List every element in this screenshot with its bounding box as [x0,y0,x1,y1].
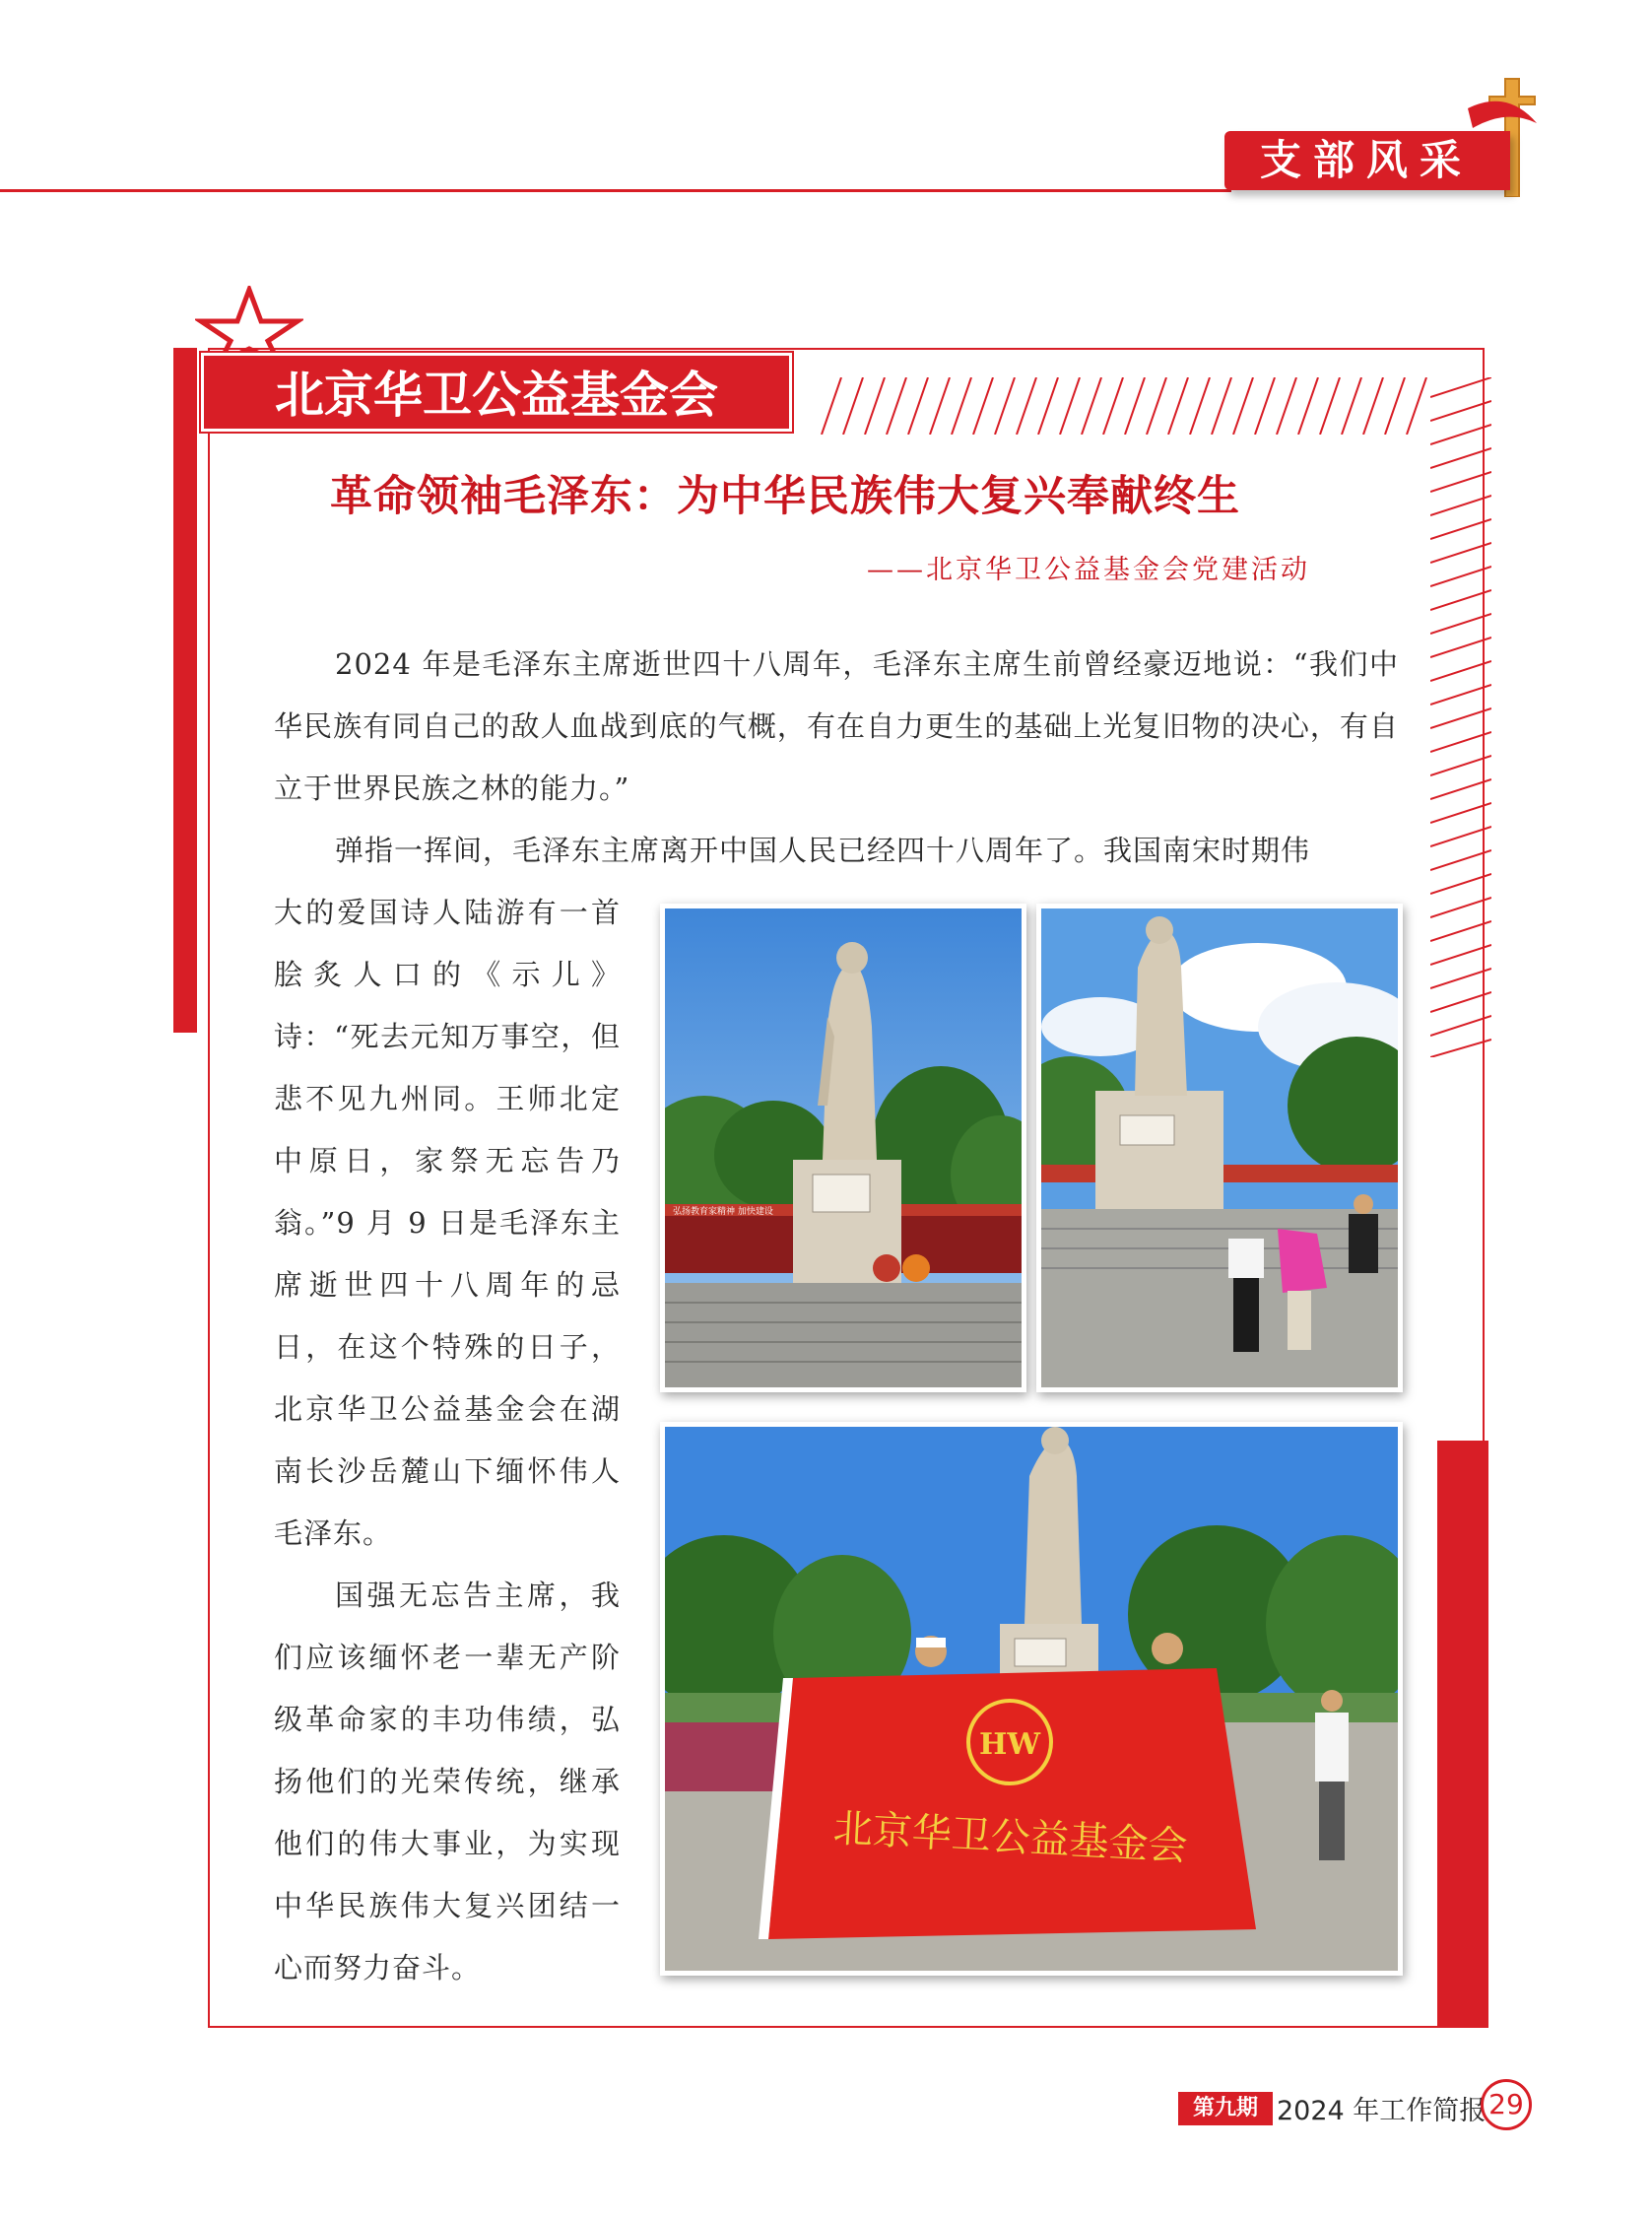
issue-tag: 第九期 [1178,2092,1273,2125]
left-accent-bar [173,348,197,1033]
photo-statue-visitors [1036,904,1403,1392]
svg-text:北京华卫公益基金会: 北京华卫公益基金会 [831,1805,1189,1870]
paragraph-3: 国强无忘告主席，我们应该缅怀老一辈无产阶级革命家的丰功伟绩，弘扬他们的光荣传统，继承他们的伟大事业，为实现中华民族伟大复兴团结一心而努力奋斗。 [274,1579,621,1984]
hatch-decoration-vertical [1430,377,1491,1057]
hatch-decoration [814,377,1491,435]
publication-title: 2024 年工作简报 [1277,2096,1487,2126]
page-number: 29 [1481,2079,1532,2130]
paragraph-1: 2024 年是毛泽东主席逝世四十八周年，毛泽东主席生前曾经豪迈地说：“我们中华民族有同自己的敌人血战到底的气概，有在自力更生的基础上光复旧物的决心，有自立于世界民族之林的能力。” [274,647,1399,805]
svg-text:弘扬教育家精神 加快建设: 弘扬教育家精神 加快建设 [673,1207,773,1217]
article-subtitle: ——北京华卫公益基金会党建活动 [867,555,1310,585]
svg-text:HW: HW [978,1727,1041,1762]
section-tab: 支部风采 [1224,131,1510,190]
header-rule [0,189,1231,192]
paragraph-2-lead: 弹指一挥间，毛泽东主席离开中国人民已经四十八周年了。我国南宋时期伟 [335,834,1311,867]
photo-banner-text [673,1205,773,1217]
paragraph-2-rest: 大的爱国诗人陆游有一首脍炙人口的《示儿》诗：“死去元知万事空，但悲不见九州同。王师北定中原日，家祭无忘告乃翁。”9 月 9 日是毛泽东主席逝世四十八周年的忌日，在这个特殊的日子，北京华卫公益基金会在湖南长沙岳麓山下缅怀伟人毛泽东。 [274,896,621,1550]
photo-flag-group [660,1422,1403,1976]
right-accent-bar [1437,1441,1488,2028]
article-headline: 革命领袖毛泽东：为中华民族伟大复兴奉献终生 [330,472,1240,521]
photo-statue-front [660,904,1026,1392]
org-banner: 北京华卫公益基金会 [201,353,792,432]
